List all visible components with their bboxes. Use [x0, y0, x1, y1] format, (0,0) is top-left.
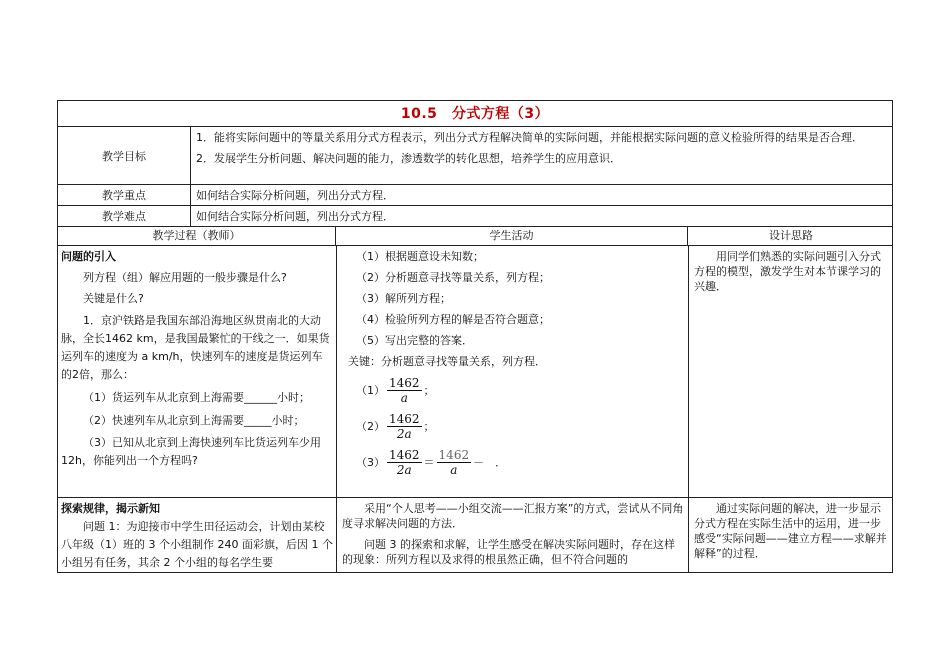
answer-2-tail: ； [423, 419, 435, 433]
header-student: 学生活动 [336, 227, 688, 245]
answer-3-fraction-left [387, 448, 422, 477]
answer-1-label: （1） [356, 383, 385, 397]
answer-3-fraction-right [437, 448, 472, 477]
explore-problem-text: 问题 1：为迎接市中学生田径运动会，计划由某校八年级（1）班的 3 个小组制作 240 面彩旗，后因 1 个小组另有任务，其余 2 个小组的每名学生要 [61, 520, 333, 569]
difficulty-row [58, 206, 892, 227]
intro-question-1: 列方程（组）解应用题的一般步骤是什么? [83, 271, 287, 284]
section-intro-row [58, 246, 892, 498]
answer-3-tail: － ． [473, 455, 507, 469]
step-3: （3）解所列方程； [356, 292, 451, 305]
answer-3-left-denominator: 2a [396, 462, 412, 477]
key-point-content: 如何结合实际分析问题，列出分式方程． [196, 189, 394, 202]
header-design: 设计思路 [769, 229, 813, 242]
goal-item-1: 1．能将实际问题中的等量关系用分式方程表示，列出分式方程解决简单的实际问题，并能根据实际问题的意义检验所得的结果是否合理． [196, 131, 863, 144]
explore-heading: 探索规律，揭示新知 [61, 502, 160, 515]
explore-design-cell [694, 498, 890, 561]
column-divider-1 [336, 246, 337, 573]
answer-2-fraction [387, 412, 422, 441]
key-point-row [58, 185, 892, 206]
goals-content [196, 130, 886, 166]
answer-1-fraction [387, 376, 422, 405]
answer-3-label: （3） [356, 455, 385, 469]
answer-2-denominator: 2a [396, 426, 412, 441]
explore-design-text: 通过实际问题的解决，进一步显示分式方程在实际生活中的运用，进一步感受“实际问题——建立方程——求解并解释”的过程． [694, 502, 887, 560]
answer-1-numerator: 1462 [389, 375, 420, 390]
step-1: （1）根据题意设未知数； [356, 250, 484, 263]
intro-student-cell [342, 246, 684, 480]
goal-item-2: 2．发展学生分析问题、解决问题的能力，渗透数学的转化思想，培养学生的应用意识． [196, 152, 621, 165]
header-teacher: 教学过程（教师） [58, 227, 336, 245]
intro-subquestion-2: （2）快速列车从北京到上海需要_____小时； [83, 414, 305, 427]
difficulty-content: 如何结合实际分析问题，列出分式方程． [196, 210, 394, 223]
column-divider-2 [688, 246, 689, 573]
step-5: （5）写出完整的答案． [356, 334, 473, 347]
answer-3-equals: ＝ [423, 455, 435, 469]
answer-1-tail: ； [423, 383, 435, 397]
intro-teacher-cell [61, 246, 333, 470]
answer-2-numerator: 1462 [389, 411, 420, 426]
explore-teacher-cell [61, 498, 333, 572]
intro-subquestion-1: （1）货运列车从北京到上海需要______小时； [83, 391, 310, 404]
intro-question-2: 关键是什么? [83, 292, 144, 305]
lesson-title: 10.5 分式方程（3） [58, 101, 892, 127]
goals-row [58, 127, 892, 185]
goals-label: 教学目标 [58, 127, 191, 184]
explore-student-cell [342, 498, 684, 567]
difficulty-label: 教学难点 [58, 206, 191, 226]
lesson-plan-table [57, 100, 893, 573]
answer-2 [342, 408, 684, 444]
step-2: （2）分析题意寻找等量关系，列方程； [356, 271, 550, 284]
student-key-note: 关键：分析题意寻找等量关系，列方程． [348, 355, 546, 368]
answer-3 [342, 444, 684, 480]
section-explore-row [58, 498, 892, 573]
answer-1-denominator: a [400, 390, 408, 405]
answer-3-left-numerator: 1462 [389, 447, 420, 462]
explore-student-text-1: 采用“个人思考——小组交流——汇报方案”的方式，尝试从不同角度寻求解决问题的方法． [342, 502, 684, 530]
intro-design-text: 用同学们熟悉的实际问题引入分式方程的模型，激发学生对本节课学习的兴趣． [694, 250, 881, 293]
answer-3-right-denominator: a [450, 462, 458, 477]
intro-problem-text: 1．京沪铁路是我国东部沿海地区纵贯南北的大动脉，全长1462 km，是我国最繁忙的干线之一．如果货运列车的速度为 a km/h，快速列车的速度是货运列车的2倍，那么： [61, 314, 330, 381]
intro-subquestion-3: （3）已知从北京到上海快速列车比货运列车少用12h，你能列出一个方程吗? [61, 436, 321, 467]
intro-design-cell [694, 246, 890, 294]
column-header-row [58, 227, 892, 246]
answer-3-right-numerator: 1462 [438, 447, 470, 462]
answer-1 [342, 372, 684, 408]
explore-student-text-2: 问题 3 的探索和求解，让学生感受在解决实际问题时，存在这样的现象：所列方程以及求得的根虽然正确，但不符合问题的 [342, 538, 675, 566]
step-4: （4）检验所列方程的解是否符合题意； [356, 313, 550, 326]
key-point-label: 教学重点 [58, 185, 191, 205]
intro-heading: 问题的引入 [61, 250, 116, 263]
answer-2-label: （2） [356, 419, 385, 433]
